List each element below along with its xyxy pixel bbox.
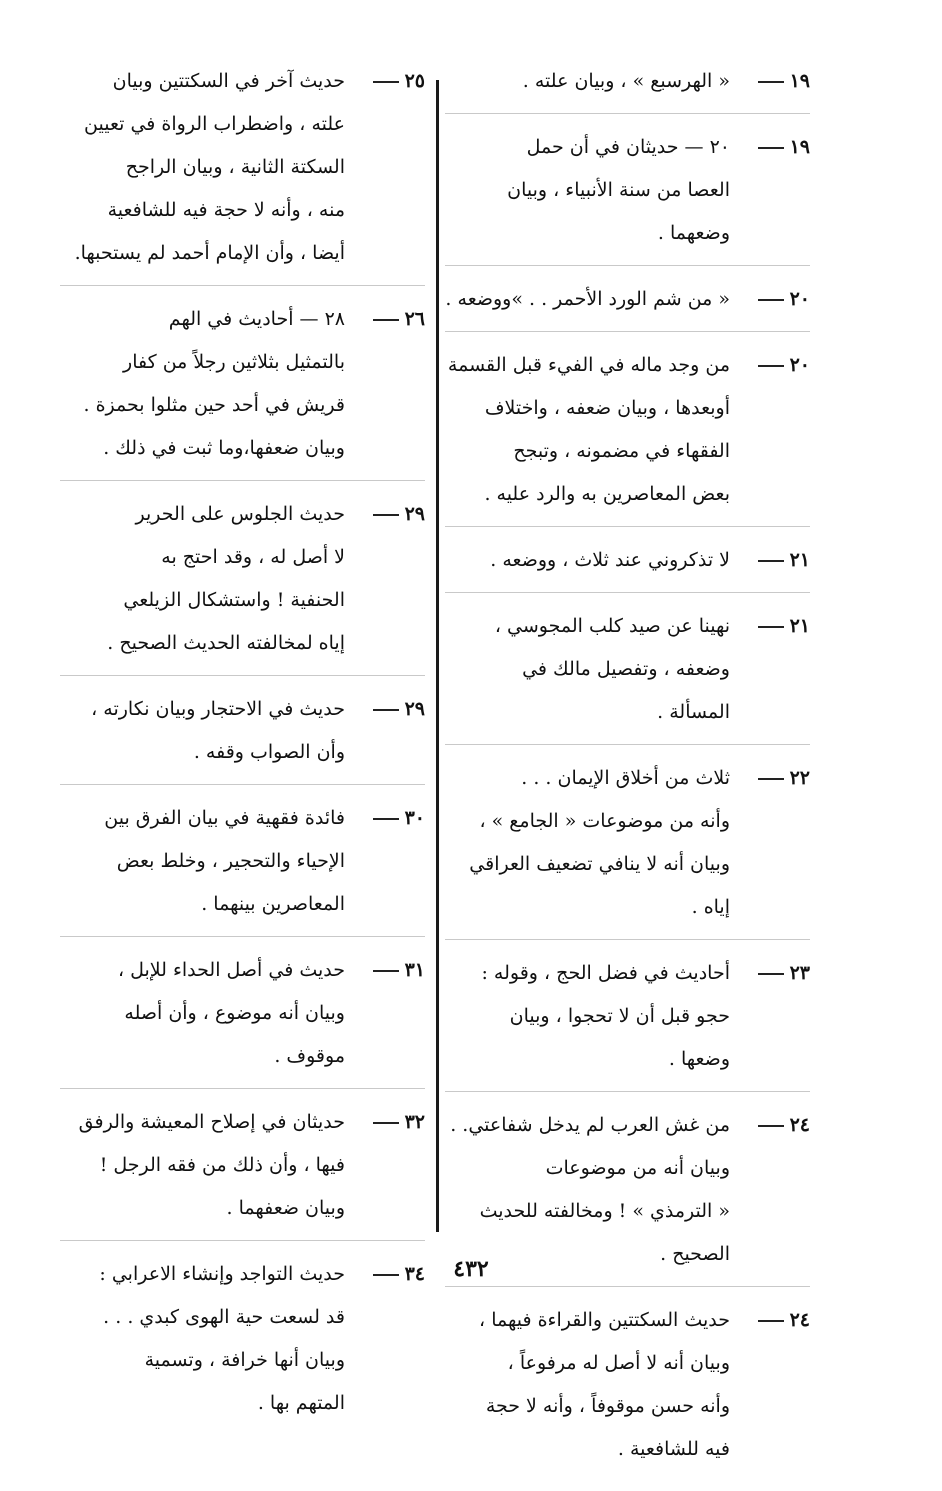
entry-text [445, 757, 730, 929]
index-entry [445, 1297, 810, 1481]
entry-line: « الهرسبع » ، وبيان علته . [522, 70, 730, 92]
index-entry [60, 1099, 425, 1241]
entry-dash [758, 81, 784, 83]
entry-number: ٣٤ [404, 1263, 425, 1285]
entry-line: الفقهاء في مضمونه ، وتبجح [513, 440, 730, 462]
entry-text [60, 797, 345, 926]
entry-text [445, 539, 730, 582]
entry-line: من غش العرب لم يدخل شفاعتي. . [450, 1114, 730, 1136]
entry-line: لا أصل له ، وقد احتج به [161, 546, 345, 568]
index-entry [60, 947, 425, 1089]
index-entry [60, 491, 425, 676]
entry-dash [373, 1122, 399, 1124]
index-entry [445, 537, 810, 593]
entry-line: وأنه حسن موقوفاً ، وأنه لا حجة [485, 1395, 730, 1417]
entry-dash [758, 299, 784, 301]
entry-line: وبيان أنه من موضوعات [545, 1157, 730, 1179]
entry-dash [373, 319, 399, 321]
entry-line: قريش في أحد حين مثلوا بحمزة . [83, 394, 345, 416]
entry-page-ref [730, 757, 810, 800]
index-entry [445, 603, 810, 745]
entry-page-ref [730, 344, 810, 387]
entry-line: حجو قبل أن لا تحجوا ، وبيان [509, 1005, 730, 1027]
index-entry [445, 950, 810, 1092]
entry-number: ٣١ [404, 959, 425, 981]
entry-line: بعض المعاصرين به والرد عليه . [484, 483, 730, 505]
index-entry [60, 795, 425, 937]
entry-line: أوبعدها ، وبيان ضعفه ، واختلاف [484, 397, 730, 419]
entry-page-ref [730, 278, 810, 321]
entry-line: فيه للشافعية . [617, 1438, 730, 1460]
entry-text [60, 1101, 345, 1230]
entry-line: فيها ، وأن ذلك من فقه الرجل ! [99, 1154, 345, 1176]
entry-dash [373, 709, 399, 711]
entry-line: الحنفية ! واستشكال الزيلعي [123, 589, 345, 611]
entry-line: موقوف . [274, 1045, 345, 1067]
entry-line: المتهم بها . [257, 1392, 345, 1414]
entry-line: نهينا عن صيد كلب المجوسي ، [494, 615, 730, 637]
entry-page-ref [345, 688, 425, 731]
entry-page-ref [345, 949, 425, 992]
entry-number: ٢٠ [789, 288, 810, 310]
index-entry [60, 686, 425, 785]
index-entry [445, 276, 810, 332]
entry-number: ٢٦ [404, 308, 425, 330]
entry-text [445, 952, 730, 1081]
entry-number: ٢٤ [789, 1114, 810, 1136]
entry-dash [758, 1125, 784, 1127]
entry-text [445, 126, 730, 255]
entry-number: ٢٥ [404, 70, 425, 92]
entry-line: أيضا ، وأن الإمام أحمد لم يستحبها. [74, 242, 345, 264]
entry-line: علته ، واضطراب الرواة في تعيين [84, 113, 345, 135]
entry-page-ref [730, 1299, 810, 1342]
entry-number: ٣٠ [404, 807, 425, 829]
index-entry [60, 296, 425, 481]
entry-text [445, 1299, 730, 1471]
entry-line: من وجد ماله في الفيء قبل القسمة [447, 354, 730, 376]
entry-line: إياه لمخالفته الحديث الصحيح . [107, 632, 345, 654]
entry-number: ٣٢ [404, 1111, 425, 1133]
entry-line: وأنه من موضوعات « الجامع » ، [479, 810, 730, 832]
entry-page-ref [730, 952, 810, 995]
entry-dash [758, 778, 784, 780]
index-entry [60, 58, 425, 286]
entry-number: ٢٩ [404, 503, 425, 525]
column-divider [436, 80, 439, 1232]
entry-line: ٢٨ — أحاديث في الهم [168, 308, 345, 330]
entry-page-ref [730, 605, 810, 648]
entry-text [60, 298, 345, 470]
entry-text [445, 344, 730, 516]
entry-line: وبيان أنه لا ينافي تضعيف العراقي [469, 853, 730, 875]
entry-line: لا تذكروني عند ثلاث ، ووضعه . [490, 549, 730, 571]
entry-page-ref [730, 126, 810, 169]
entry-text [445, 278, 730, 321]
entry-dash [373, 514, 399, 516]
entry-line: « من شم الورد الأحمر . . »ووضعه . [445, 288, 730, 310]
entry-line: وبيان أنه لا أصل له مرفوعاً ، [507, 1352, 730, 1374]
entry-line: إياه . [691, 896, 730, 918]
entry-number: ٢١ [789, 615, 810, 637]
entry-line: المعاصرين بينهما . [201, 893, 345, 915]
entry-number: ٢٤ [789, 1309, 810, 1331]
entry-line: العصا من سنة الأنبياء ، وبيان [507, 179, 730, 201]
entry-dash [758, 147, 784, 149]
entry-dash [758, 626, 784, 628]
entry-line: فائدة فقهية في بيان الفرق بين [104, 807, 345, 829]
entry-dash [373, 81, 399, 83]
entry-number: ٢١ [789, 549, 810, 571]
entry-line: وبيان أنها خرافة ، وتسمية [144, 1349, 345, 1371]
entry-page-ref [345, 1101, 425, 1144]
entry-line: حديث الجلوس على الحرير [135, 503, 345, 525]
entry-line: حديث في الاحتجار وبيان نكارته ، [91, 698, 345, 720]
entry-dash [758, 1320, 784, 1322]
entry-dash [373, 970, 399, 972]
entry-line: وبيان ضعفهما . [226, 1197, 345, 1219]
entry-line: وضعهما . [657, 222, 730, 244]
entry-dash [373, 818, 399, 820]
entry-page-ref [345, 298, 425, 341]
entry-number: ١٩ [789, 136, 810, 158]
entry-dash [758, 973, 784, 975]
entry-text [445, 60, 730, 103]
entry-line: وبيان أنه موضوع ، وأن أصله [124, 1002, 345, 1024]
entry-line: المسألة . [657, 701, 730, 723]
entry-number: ٢٢ [789, 767, 810, 789]
entry-line: وضعها . [668, 1048, 730, 1070]
entry-line: الإحياء والتحجير ، وخلط بعض [116, 850, 345, 872]
entry-line: ثلاث من أخلاق الإيمان . . . [521, 767, 730, 789]
entry-line: حديثان في إصلاح المعيشة والرفق [78, 1111, 345, 1133]
entry-line: حديث السكتتين والقراءة فيهما ، [479, 1309, 730, 1331]
entry-line: حديث في أصل الحداء للإبل ، [117, 959, 345, 981]
index-entry [445, 58, 810, 114]
entry-line: الصحيح . [660, 1243, 730, 1265]
index-entry [445, 755, 810, 940]
entry-page-ref [730, 1104, 810, 1147]
entry-text [445, 1104, 730, 1276]
entry-text [60, 493, 345, 665]
entry-line: أحاديث في فضل الحج ، وقوله : [481, 962, 730, 984]
entry-dash [758, 560, 784, 562]
entry-number: ١٩ [789, 70, 810, 92]
entry-page-ref [730, 60, 810, 103]
entry-page-ref [345, 493, 425, 536]
index-entry [445, 124, 810, 266]
entry-number: ٢٩ [404, 698, 425, 720]
entry-line: قد لسعت حية الهوى كبدي . . . [103, 1306, 345, 1328]
entry-dash [758, 365, 784, 367]
entry-text [60, 688, 345, 774]
entry-line: حديث التواجد وإنشاء الاعرابي : [99, 1263, 345, 1285]
entry-number: ٢٠ [789, 354, 810, 376]
index-column-left [60, 58, 425, 1445]
entry-number: ٢٣ [789, 962, 810, 984]
page-number: ٤٣٢ [453, 1256, 489, 1282]
entry-line: وأن الصواب وقفه . [193, 741, 345, 763]
entry-line: حديث آخر في السكتتين وبيان [112, 70, 345, 92]
entry-line: وضعفه ، وتفصيل مالك في [522, 658, 730, 680]
entry-text [60, 949, 345, 1078]
entry-page-ref [345, 797, 425, 840]
entry-text [60, 60, 345, 275]
entry-line: ٢٠ — حديثان في أن حمل [526, 136, 730, 158]
entry-page-ref [345, 60, 425, 103]
entry-line: « الترمذي » ! ومخالفته للحديث [479, 1200, 730, 1222]
entry-line: بالتمثيل بثلاثين رجلاً من كفار [123, 351, 345, 373]
entry-line: وبيان ضعفها،وما ثبت في ذلك . [103, 437, 345, 459]
entry-line: منه ، وأنه لا حجة فيه للشافعية [107, 199, 345, 221]
entry-line: السكتة الثانية ، وبيان الراجح [125, 156, 345, 178]
entry-page-ref [730, 539, 810, 582]
entry-text [445, 605, 730, 734]
index-entry [445, 342, 810, 527]
